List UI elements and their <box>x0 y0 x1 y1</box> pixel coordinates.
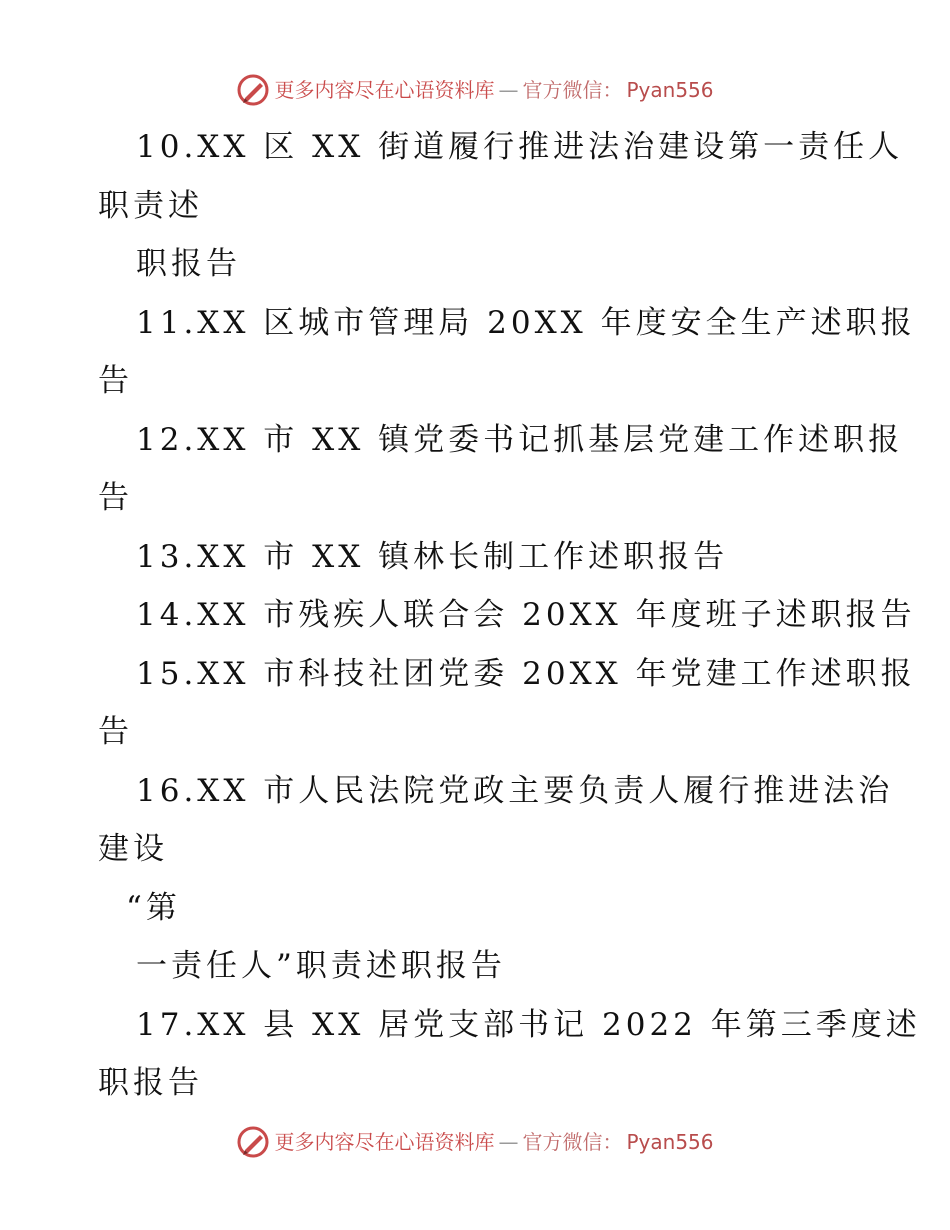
list-item-11-line-2: 告 <box>98 363 133 399</box>
list-item-16-line-3: “第 <box>126 889 181 926</box>
pen-seal-icon <box>236 73 270 107</box>
watermark-sub-text: 官方微信： <box>522 1130 623 1154</box>
list-item-12-line-2: 告 <box>98 480 133 516</box>
watermark-main-text: 更多内容尽在心语资料库 <box>274 78 495 102</box>
list-item-15-line-1: 15.XX 市科技社团党委 20XX 年党建工作述职报 <box>136 655 916 692</box>
watermark-sub-text: 官方微信： <box>522 78 623 102</box>
list-item-13: 13.XX 市 XX 镇林长制工作述职报告 <box>136 538 729 575</box>
list-item-17-line-2: 职报告 <box>98 1065 203 1101</box>
watermark-account-id: Pyan556 <box>626 78 714 102</box>
list-item-12-line-1: 12.XX 市 XX 镇党委书记抓基层党建工作述职报 <box>136 421 904 458</box>
pen-seal-icon <box>236 1125 270 1159</box>
list-item-11-line-1: 11.XX 区城市管理局 20XX 年度安全生产述职报 <box>136 304 916 341</box>
list-item-14: 14.XX 市残疾人联合会 20XX 年度班子述职报告 <box>136 597 916 633</box>
list-item-10-line-2: 职责述 <box>98 187 203 224</box>
watermark-separator: — <box>498 1130 519 1154</box>
list-item-16-line-2: 建设 <box>98 831 168 867</box>
watermark-account-id: Pyan556 <box>626 1130 714 1154</box>
list-item-16-line-4: 一责任人”职责述职报告 <box>136 948 506 984</box>
list-item-10-line-1: 10.XX 区 XX 街道履行推进法治建设第一责任人 <box>136 129 904 165</box>
footer-watermark <box>0 1125 950 1159</box>
watermark-separator: — <box>498 78 519 102</box>
header-watermark <box>0 73 950 107</box>
list-item-15-line-2: 告 <box>98 714 133 750</box>
document-body <box>98 118 921 1113</box>
list-item-10-line-3: 职报告 <box>136 246 241 282</box>
watermark-main-text: 更多内容尽在心语资料库 <box>274 1130 495 1154</box>
list-item-17-line-1: 17.XX 县 XX 居党支部书记 2022 年第三季度述 <box>136 1006 921 1043</box>
list-item-16-line-1: 16.XX 市人民法院党政主要负责人履行推进法治 <box>136 772 894 809</box>
